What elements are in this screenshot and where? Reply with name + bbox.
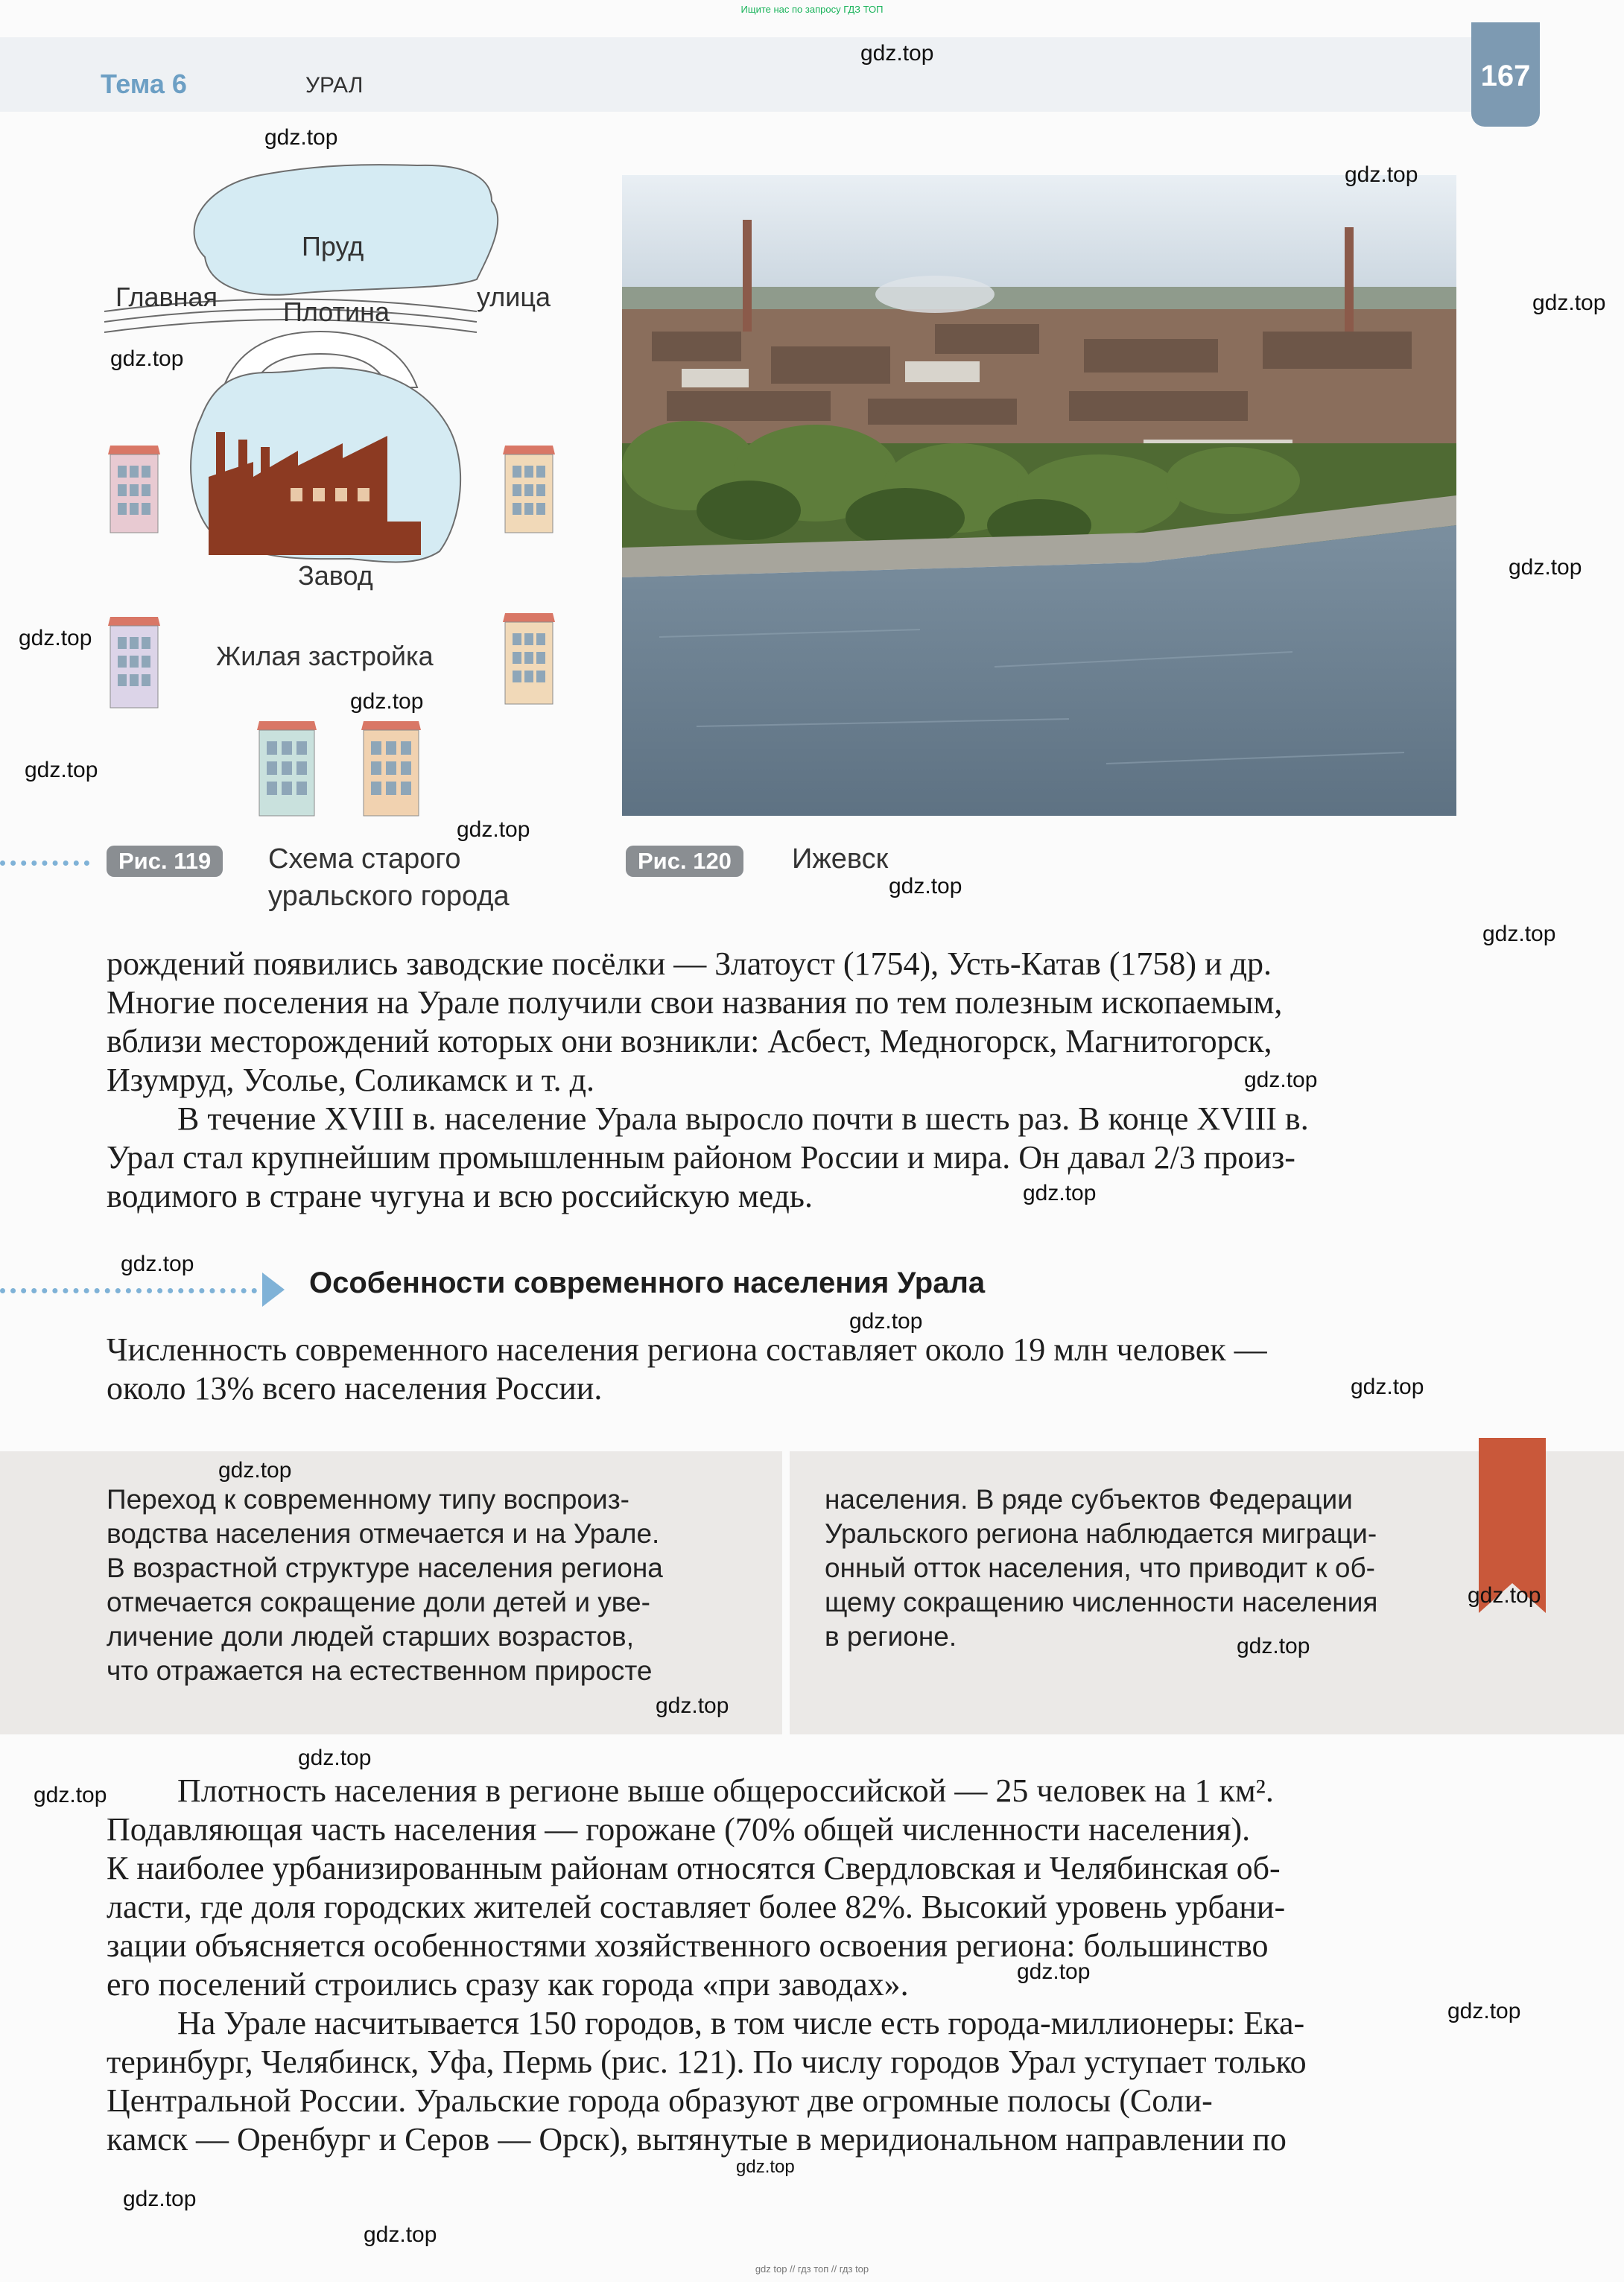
watermark: gdz.top <box>849 1309 923 1334</box>
watermark: gdz.top <box>1244 1068 1318 1092</box>
scheme-label-housing: Жилая застройка <box>216 641 434 671</box>
watermark: gdz.top <box>123 2187 197 2211</box>
top-note: Ищите нас по запросу ГДЗ ТОП <box>740 4 884 15</box>
watermark: gdz.top <box>1509 555 1582 580</box>
figure-119-badge: Рис. 119 <box>107 846 223 877</box>
watermark: gdz.top <box>736 2157 795 2177</box>
watermark: gdz.top <box>889 874 962 898</box>
region-label: УРАЛ <box>305 73 364 98</box>
scheme-label-street: улица <box>477 282 551 312</box>
watermark: gdz.top <box>25 758 98 782</box>
watermark: gdz.top <box>1351 1375 1424 1399</box>
watermark: gdz.top <box>1532 291 1606 315</box>
watermark: gdz.top <box>860 41 934 66</box>
watermark: gdz.top <box>218 1458 292 1483</box>
note-right-text: населения. В ряде субъектов Федерации Уральского региона наблюдается миграци- онный отток населения, что приводит к об- щему сокращению численности населения в регионе. <box>825 1484 1378 1652</box>
watermark: gdz.top <box>457 817 530 842</box>
watermark: gdz.top <box>1345 162 1418 187</box>
watermark: gdz.top <box>1023 1181 1097 1205</box>
dotted-rule <box>0 860 89 866</box>
watermark: gdz.top <box>121 1252 194 1276</box>
note-left-text: Переход к современному типу воспроиз- водства населения отмечается и на Урале. В возрастной структуре населения региона отмечается сокращение доли детей и уве- личение доли людей старших возрастов, что отражается на естественном приросте <box>107 1484 663 1686</box>
watermark: gdz.top <box>34 1783 107 1807</box>
section-title: Особенности современного населения Урала <box>309 1267 986 1299</box>
house-icon <box>503 446 555 533</box>
watermark: gdz.top <box>350 689 424 714</box>
watermark: gdz.top <box>656 1693 729 1718</box>
paragraph-4: Плотность населения в регионе выше общероссийской — 25 человек на 1 км². Подавляющая часть населения — горожане (70% общей численности населения). К наиболее урбанизированным районам относятся Свердловская и Челябинская об- ласти, где доля городских жителей составляет более 82%. Высокий уровень урбани- зации объясняется особенностями хозяйственного освоения региона: большинство его поселений строились сразу как города «при заводах». <box>107 1772 1286 2003</box>
bottom-note: gdz top // гдз топ // гдз top <box>755 2263 869 2275</box>
scheme-label-dam: Плотина <box>283 297 390 327</box>
house-icon <box>108 446 160 533</box>
watermark: gdz.top <box>298 1746 372 1770</box>
watermark: gdz.top <box>1237 1634 1310 1658</box>
scheme-label-main: Главная <box>115 282 218 312</box>
paragraph-1: рождений появились заводские посёлки — Златоуст (1754), Усть-Катав (1758) и др. Многие поселения на Урале получили свои названия по тем полезным ископаемым, вблизи месторождений которых они возникли: Асбест, Медногорск, Магнитогорск, Изумруд, Усолье, Соликамск и т. д. <box>107 945 1283 1098</box>
topic-label: Тема 6 <box>101 69 187 99</box>
scheme-label-pond: Пруд <box>302 231 364 262</box>
figure-120-badge: Рис. 120 <box>626 846 743 877</box>
house-icon <box>257 721 317 816</box>
page-header <box>0 37 1471 112</box>
izhevsk-photo <box>622 175 1456 816</box>
watermark: gdz.top <box>1482 922 1556 946</box>
paragraph-3: Численность современного населения региона составляет около 19 млн человек — около 13% всего населения России. <box>107 1331 1267 1407</box>
watermark: gdz.top <box>110 346 184 371</box>
figure-120-caption: Ижевск <box>792 843 889 875</box>
paragraph-5: На Урале насчитывается 150 городов, в том числе есть города-миллионеры: Ека- теринбург, Челябинск, Уфа, Пермь (рис. 121). По числу городов Урал уступает только Центральной России. Уральские города образуют две огромные полосы (Соли- камск — Оренбург и Серов — Орск), вытянутые в меридиональном направлении по <box>107 2005 1307 2158</box>
house-icon <box>108 617 160 708</box>
section-dotted-rule <box>0 1288 257 1293</box>
chevron-right-icon <box>262 1272 285 1307</box>
paragraph-2: В течение XVIII в. население Урала выросло почти в шесть раз. В конце XVIII в. Урал стал крупнейшим промышленным районом России и мира. Он давал 2/3 произ- водимого в стране чугуна и всю российскую медь. <box>107 1100 1309 1214</box>
watermark: gdz.top <box>19 626 92 650</box>
scheme-label-plant: Завод <box>298 560 373 591</box>
watermark: gdz.top <box>1017 1959 1091 1984</box>
page-number: 167 <box>1480 60 1531 92</box>
house-icon <box>361 721 421 816</box>
watermark: gdz.top <box>1447 1999 1521 2023</box>
watermark: gdz.top <box>264 125 338 150</box>
watermark: gdz.top <box>364 2222 437 2247</box>
figure-119-caption: Схема старого уральского города <box>268 843 510 912</box>
watermark: gdz.top <box>1468 1583 1541 1608</box>
house-icon <box>503 613 555 704</box>
